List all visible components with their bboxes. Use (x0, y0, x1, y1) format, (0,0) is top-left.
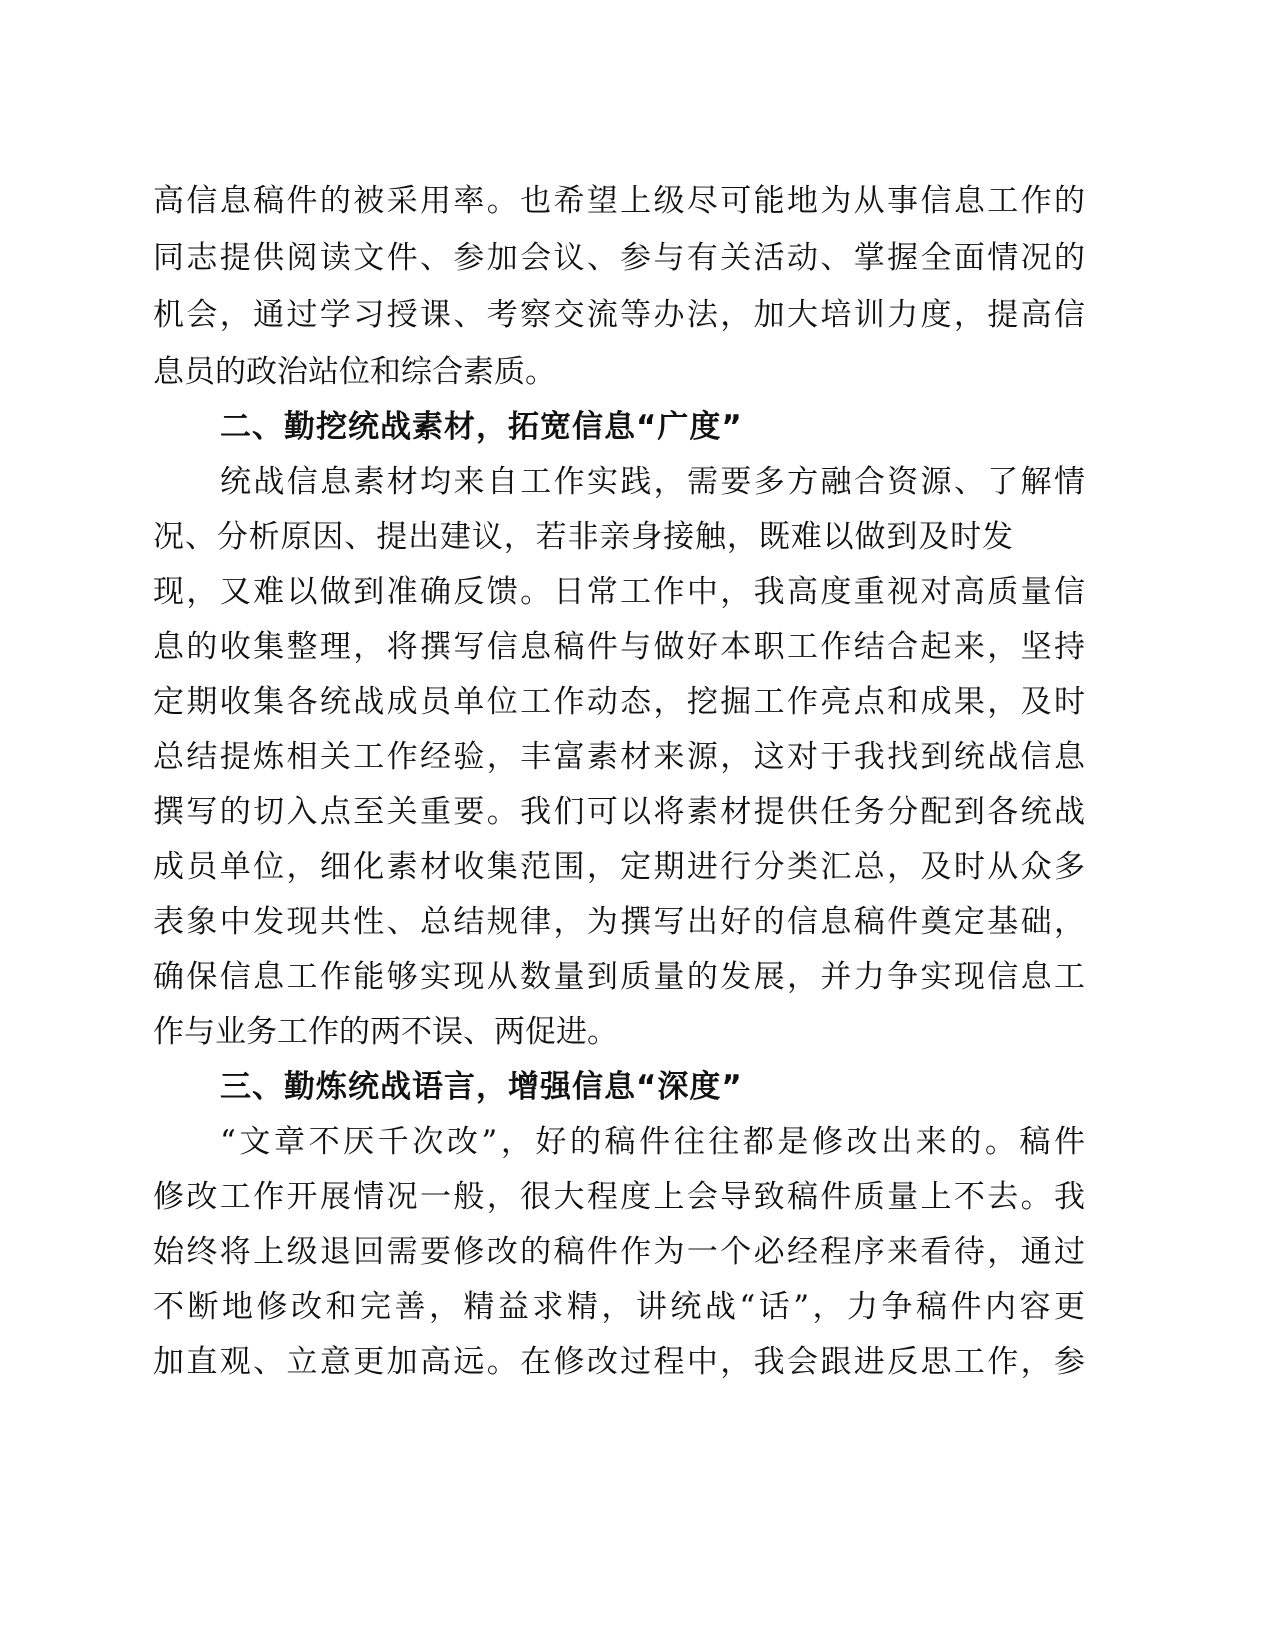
text-line: 息员的政治站位和综合素质。 (153, 354, 556, 390)
text-line: 表象中发现共性、总结规律，为撰写出好的信息稿件奠定基础， (153, 904, 1085, 940)
text-line: 统战信息素材均来自工作实践，需要多方融合资源、了解情 (220, 464, 1085, 500)
text-line: 作与业务工作的两不误、两促进。 (153, 1014, 618, 1050)
text-line: 现，又难以做到准确反馈。日常工作中，我高度重视对高质量信 (153, 574, 1085, 610)
text-line: 成员单位，细化素材收集范围，定期进行分类汇总，及时从众多 (153, 849, 1085, 885)
text-line: 确保信息工作能够实现从数量到质量的发展，并力争实现信息工 (153, 959, 1085, 995)
text-line: 总结提炼相关工作经验，丰富素材来源，这对于我找到统战信息 (153, 739, 1085, 775)
text-line: 况、分析原因、提出建议，若非亲身接触，既难以做到及时发 (153, 519, 1013, 555)
text-line: 高信息稿件的被采用率。也希望上级尽可能地为从事信息工作的 (153, 183, 1085, 219)
text-line: 撰写的切入点至关重要。我们可以将素材提供任务分配到各统战 (153, 794, 1085, 830)
text-line: 加直观、立意更加高远。在修改过程中，我会跟进反思工作，参 (153, 1344, 1085, 1380)
text-line: 不断地修改和完善，精益求精，讲统战“话”，力争稿件内容更 (153, 1289, 1085, 1325)
text-line: “文章不厌千次改”，好的稿件往往都是修改出来的。稿件 (220, 1124, 1085, 1160)
text-line: 始终将上级退回需要修改的稿件作为一个必经程序来看待，通过 (153, 1234, 1085, 1270)
text-line: 同志提供阅读文件、参加会议、参与有关活动、掌握全面情况的 (153, 240, 1085, 276)
text-line: 息的收集整理，将撰写信息稿件与做好本职工作结合起来，坚持 (153, 629, 1085, 665)
text-line: 机会，通过学习授课、考察交流等办法，加大培训力度，提高信 (153, 297, 1085, 333)
text-line: 修改工作开展情况一般，很大程度上会导致稿件质量上不去。我 (153, 1179, 1085, 1215)
section-heading-2: 二、勤挖统战素材，拓宽信息“广度” (220, 409, 743, 445)
text-line: 定期收集各统战成员单位工作动态，挖掘工作亮点和成果，及时 (153, 684, 1085, 720)
section-heading-3: 三、勤炼统战语言，增强信息“深度” (220, 1069, 743, 1105)
